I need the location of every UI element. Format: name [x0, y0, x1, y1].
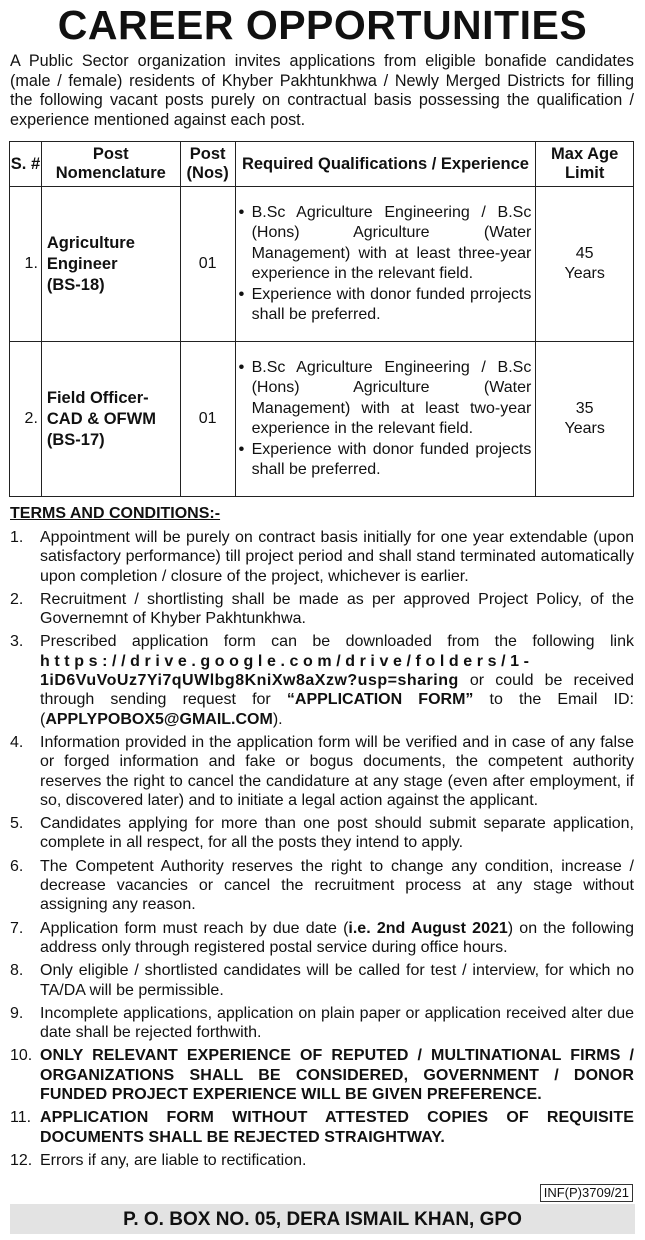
qualification-item: • Experience with donor funded prrojects shall be preferred. [239, 285, 532, 326]
term-text: or could be received through sending request for [40, 672, 634, 709]
page-title: CAREER OPPORTUNITIES [57, 2, 588, 48]
term-text: Candidates applying for more than one post should submit separate application, complete in all respect, for all the posts they intend to apply. [40, 815, 634, 852]
header-nos: Post (Nos) [180, 142, 235, 187]
post-title: Field Officer- CAD & OFWM [46, 388, 156, 428]
term-number: 4. [10, 733, 24, 751]
term-number: 7. [10, 919, 24, 937]
header-qualifications: Required Qualifications / Experience [235, 142, 536, 187]
header-sn: S. # [10, 142, 42, 187]
download-link-continued[interactable]: 1iD6VuVoUz7Yi7qUWlbg8KniXw8aXzw?usp=sharing [40, 672, 459, 690]
row-age-limit [536, 187, 634, 342]
header-age: Max Age Limit [536, 142, 634, 187]
term-text: Appointment will be purely on contract basis initially for one year extendable (upon satisfactory performance) till project period and shall stand terminated automatically upon completion / closure of the project, whichever is earlier. [40, 529, 634, 585]
age-unit: Years [564, 420, 605, 437]
term-number: 1. [10, 529, 24, 546]
qualification-item: • B.Sc Agriculture Engineering / B.Sc (Hons) Agriculture (Water Management) with at least two-year experience in the relevant field. [239, 358, 532, 440]
term-text: Application form must reach by due date ( [40, 919, 349, 937]
table-row [10, 342, 634, 497]
term-text: ). [272, 710, 283, 728]
term-text: Recruitment / shortlisting shall be made as per approved Project Policy, of the Governemnt of Khyber Pakhtunkhwa. [40, 590, 634, 628]
term-number: 6. [10, 857, 24, 875]
due-date: i.e. 2nd August 2021 [348, 919, 508, 937]
term-number: 8. [10, 962, 24, 980]
age-value: 35 [575, 400, 594, 417]
row-sn: 2. [10, 342, 42, 497]
list-item [10, 857, 634, 915]
qualification-item: • B.Sc Agriculture Engineering / B.Sc (Hons) Agriculture (Water Management) with at least three-year experience in the relevant field. [239, 203, 532, 285]
list-item [10, 919, 634, 958]
term-number: 12. [10, 1151, 33, 1169]
row-post-nos: 01 [180, 187, 235, 342]
term-text: Errors if any, are liable to rectification. [40, 1151, 307, 1169]
terms-heading: TERMS AND CONDITIONS:- [10, 505, 221, 522]
post-scale: (BS-17) [46, 430, 105, 449]
term-number: 10. [10, 1047, 33, 1065]
row-post-nos: 01 [180, 342, 235, 497]
header-nomenclature: Post Nomenclature [41, 142, 180, 187]
posts-table [9, 141, 634, 497]
table-row [10, 187, 634, 342]
list-item [10, 1151, 634, 1170]
list-item [10, 632, 634, 728]
term-number: 5. [10, 815, 24, 833]
terms-list [10, 528, 634, 1174]
term-number: 2. [10, 590, 24, 608]
term-text: Information provided in the application form will be verified and in case of any false or forged information and fake or bogus documents, the competent authority reserves the right to cancel the candidature at any stage (even after employment, if so, discovered later) and to initiate a legal action against the applicant. [40, 733, 634, 809]
term-text: Only eligible / shortlisted candidates will be called for test / interview, for which no TA/DA will be permissible. [40, 962, 634, 999]
list-item [10, 814, 634, 853]
row-sn: 1. [10, 187, 42, 342]
term-number: 9. [10, 1004, 24, 1022]
list-item [10, 1004, 634, 1043]
row-qualifications [235, 342, 536, 497]
row-post-name [41, 342, 180, 497]
term-text: ONLY RELEVANT EXPERIENCE OF REPUTED / MULTINATIONAL FIRMS / ORGANIZATIONS SHALL BE CONSIDERED, GOVERNMENT / DONOR FUNDED PROJECT EXPERIENCE WILL BE GIVEN PREFERENCE. [40, 1047, 634, 1104]
email-address[interactable]: APPLYPOBOX5@GMAIL.COM [45, 710, 273, 728]
intro-paragraph: A Public Sector organization invites applications from eligible bonafide candidates (male / female) residents of Khyber Pakhtunkhwa / Newly Merged Districts for filling the following vacant posts purely on contractual basis possessing the qualification / experience mentioned against each post. [10, 52, 634, 129]
table-header-row [10, 142, 634, 187]
term-text: to the Email ID: ( [40, 691, 634, 728]
application-form-label: “APPLICATION FORM” [286, 691, 474, 709]
download-link[interactable]: https://drive.google.com/drive/folders/1- [40, 652, 534, 670]
list-item [10, 961, 634, 1000]
term-number: 3. [10, 633, 24, 651]
term-text: ) on the following address only through registered postal service during office hours. [40, 919, 634, 956]
list-item [10, 528, 634, 586]
inf-code: INF(P)3709/21 [540, 1184, 633, 1202]
post-title: Agriculture Engineer [46, 233, 135, 273]
row-post-name [41, 187, 180, 342]
term-text: Incomplete applications, application on plain paper or application received alter due date shall be rejected forthwith. [40, 1004, 634, 1042]
post-scale: (BS-18) [46, 275, 105, 294]
list-item [10, 733, 634, 810]
list-item [10, 1046, 634, 1104]
list-item [10, 590, 634, 629]
term-text: The Competent Authority reserves the right to change any condition, increase / decrease vacancies or cancel the recruitment process at any stage without assigning any reason. [40, 857, 634, 914]
term-number: 11. [10, 1109, 32, 1127]
age-unit: Years [564, 265, 605, 282]
row-qualifications [235, 187, 536, 342]
row-age-limit [536, 342, 634, 497]
age-value: 45 [575, 245, 594, 262]
term-text: APPLICATION FORM WITHOUT ATTESTED COPIES OF REQUISITE DOCUMENTS SHALL BE REJECTED STRAIGHTWAY. [40, 1109, 634, 1146]
postal-address-footer: P. O. BOX NO. 05, DERA ISMAIL KHAN, GPO [10, 1204, 635, 1234]
qualification-item: • Experience with donor funded projects shall be preferred. [239, 440, 532, 481]
list-item [10, 1108, 634, 1147]
term-text: Prescribed application form can be downloaded from the following link [40, 633, 634, 651]
